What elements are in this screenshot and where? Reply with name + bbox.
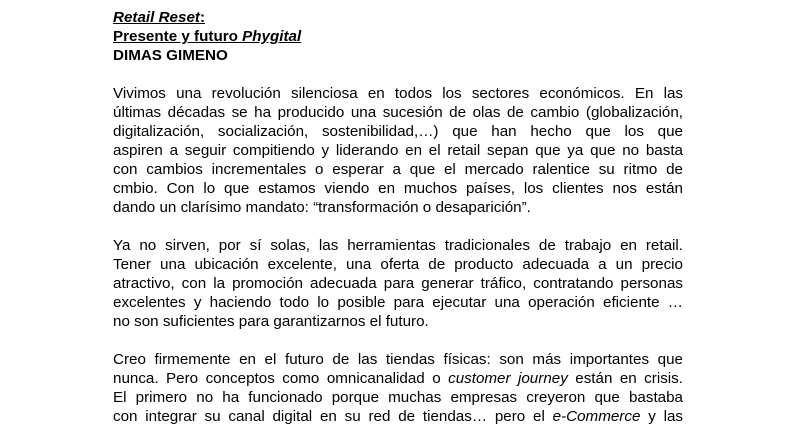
- author-name: DIMAS GIMENO: [113, 47, 228, 64]
- paragraph-line: atractivo, con la promoción adecuada para generar tráfico, contratando personas: [113, 275, 683, 292]
- paragraph-line: con cambios incrementales o esperar a que el mercado ralentice su ritmo de: [113, 161, 683, 178]
- paragraph-line: aspiren a seguir compitiendo y liderando en el retail sepan que ya que no basta: [113, 142, 683, 159]
- text-run: nunca. Pero conceptos como omnicanalidad o: [113, 370, 449, 387]
- title-colon: :: [199, 9, 206, 26]
- paragraph-line: dando un clarísimo mandato: “transformación o desaparición”.: [113, 199, 531, 216]
- document-page: [113, 8, 683, 426]
- paragraph-2: [113, 236, 683, 331]
- paragraph-1: [113, 84, 683, 217]
- paragraph-line: últimas décadas se ha producido una sucesión de olas de cambio (globalización,: [113, 104, 683, 121]
- paragraph-line: excelentes y haciendo todo lo posible para ejecutar una operación eficiente …: [113, 294, 683, 311]
- subtitle-text: Presente y futuro: [113, 28, 243, 45]
- paragraph-line: Creo firmemente en el futuro de las tiendas físicas: son más importantes que: [113, 351, 683, 368]
- paragraph-3: [113, 350, 683, 426]
- paragraph-line: Vivimos una revolución silenciosa en todos los sectores económicos. En las: [113, 85, 683, 102]
- paragraph-line-mixed: [113, 369, 683, 388]
- paragraph-line: Tener una ubicación excelente, una oferta de producto adecuada a un precio: [113, 256, 683, 273]
- paragraph-line: digitalización, socialización, sostenibilidad,…) que han hecho que los que: [113, 123, 683, 140]
- title-line-2: [113, 27, 683, 46]
- title-line-1: [113, 8, 683, 27]
- paragraph-line: Ya no sirven, por sí solas, las herramientas tradicionales de trabajo en retail.: [113, 237, 683, 254]
- title-italic: Retail Reset: [113, 9, 200, 26]
- subtitle-italic: Phygital: [242, 28, 302, 45]
- text-run: con integrar su canal digital en su red de tiendas… pero el: [113, 408, 553, 425]
- text-run: y las: [640, 408, 683, 425]
- paragraph-line: El primero no ha funcionado porque muchas empresas creyeron que bastaba: [113, 389, 683, 406]
- paragraph-line: cmbio. Con lo que estamos viendo en muchos países, los clientes nos están: [113, 180, 683, 197]
- italic-term: e-Commerce: [552, 408, 641, 425]
- text-run: están en crisis.: [567, 370, 683, 387]
- paragraph-line: no son suficientes para garantizarnos el futuro.: [113, 313, 429, 330]
- paragraph-line-mixed: [113, 407, 683, 426]
- italic-term: customer journey: [448, 370, 568, 387]
